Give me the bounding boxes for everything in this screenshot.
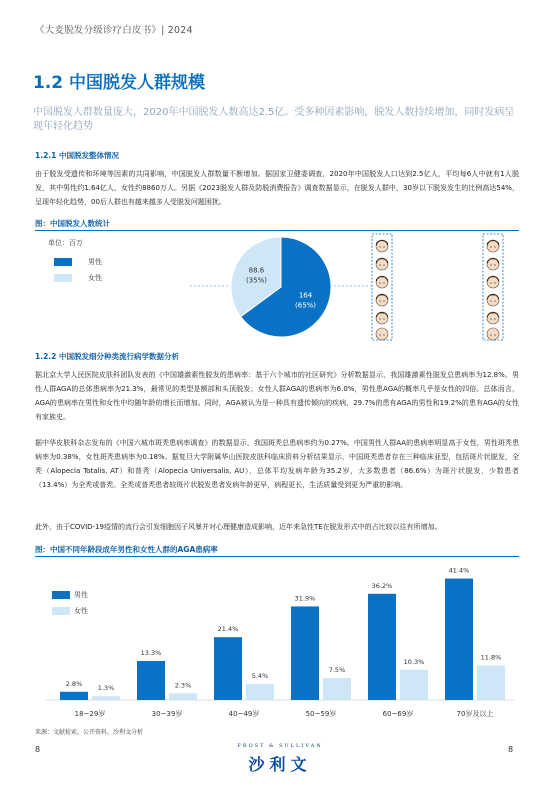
pie-value-label: 88.6 <box>248 266 265 275</box>
x-tick-label: 30~39岁 <box>151 710 183 718</box>
pie-value-label: 164 <box>298 291 313 300</box>
bar-male <box>137 661 165 700</box>
figure-1-unit: 单位：百万 <box>48 239 83 247</box>
pie-percent-label: (65%) <box>295 301 317 310</box>
section-subtitle: 中国脱发人群数量庞大，2020年中国脱发人数高达2.5亿。受多种因素影响，脱发人数持续增加，同时发病呈现年轻化趋势 <box>33 107 515 132</box>
pie-chart <box>231 237 331 337</box>
x-tick-label: 18~29岁 <box>74 710 106 718</box>
bar-female <box>477 665 505 700</box>
x-tick-label: 70岁及以上 <box>456 710 494 718</box>
head-icon <box>487 240 499 252</box>
head-icon <box>376 312 388 324</box>
bar-value-label: 11.8% <box>480 653 502 662</box>
document-title: 《大麦脱发分级诊疗白皮书》| 2024 <box>35 25 193 36</box>
head-icon <box>487 328 499 340</box>
head-icon <box>487 312 499 324</box>
bar-female <box>169 693 197 700</box>
bar-value-label: 2.8% <box>65 679 83 688</box>
head-icon <box>376 258 388 270</box>
bar-value-label: 13.3% <box>140 648 162 657</box>
bar-value-label: 5.4% <box>251 672 269 681</box>
bar-male <box>291 606 319 700</box>
bar-value-label: 31.9% <box>294 594 316 603</box>
page-number-right: 8 <box>508 745 514 754</box>
bar-male <box>60 692 88 700</box>
brand-logo: 沙利文 <box>248 755 312 774</box>
head-icon <box>376 294 388 306</box>
head-icon <box>487 294 499 306</box>
brand-wordmark: FROST & SULLIVAN <box>237 743 323 749</box>
source-note: 来源：文献检索，公开资料，沙利文分析 <box>35 729 144 736</box>
head-icon <box>376 240 388 252</box>
subsection-heading-1: 1.2.1 中国脱发整体情况 <box>35 151 119 160</box>
x-tick-label: 40~49岁 <box>228 710 260 718</box>
figure-2-heading: 图：中国不同年龄段成年男性和女性人群的AGA患病率 <box>35 545 218 554</box>
subsection-paragraph-1: 由于脱发受遗传和环境等因素的共同影响，中国脱发人群数量不断增加。据国家卫健委调查，2020年中国脱发人口达到2.5亿人，平均每6人中就有1人脱发，其中男性约1.64亿人，女性约8860万人。另据《2023脱发人群及防脱消费报告》调查数据显示，在脱发人群中，30岁以下脱发发生的比例高达54%，呈现年轻化趋势，00后人群也有越来越多人受脱发问题困扰。 <box>35 170 519 206</box>
bar-value-label: 36.2% <box>371 581 393 590</box>
bar-value-label: 41.4% <box>448 566 470 575</box>
bar-female <box>92 696 120 700</box>
bar-value-label: 2.3% <box>174 681 192 690</box>
x-tick-label: 60~69岁 <box>382 710 414 718</box>
hair-loss-icons <box>376 240 499 340</box>
x-tick-label: 50~59岁 <box>305 710 337 718</box>
legend-label-female: 女性 <box>88 274 102 282</box>
bar-female <box>323 678 351 700</box>
bar-value-label: 7.5% <box>328 666 346 674</box>
subsection-paragraph-3: 据中华皮肤科杂志发布的《中国六城市斑秃患病率调查》的数据显示，我国斑秃总患病率约为0.27%。中国男性人群AA的患病率明显高于女性，男性斑秃患病率为0.38%，女性斑秃患病率为0.18%。据复旦大学附属华山医院皮肤科临床资料分析结果显示，中国斑秃患者存在三种临床亚型，包括斑片状脱发，全秃（Alopecia Totalis, AT）和普秃（Alopecia Universalis, AU），总体平均发病年龄为35.2岁，大多数患者（86.6%）为斑片状脱发，少数患者（13.4%）为全秃或普秃。全秃或普秃患者较斑片状脱发患者发病年龄更早，病程更长，生活质量受到更为严重的影响。 <box>35 439 519 489</box>
head-icon <box>487 258 499 270</box>
subsection-paragraph-2: 据北京大学人民医院皮肤科团队发表的《中国雄激素性脱发的患病率：基于六个城市的社区研究》分析数据显示，我国雄激素性脱发总患病率为12.8%。男性人群AGA的总体患病率为21.3%，最常见的类型是额部和头顶脱发；女性人群AGA的患病率为6.0%，男性患AGA的概率几乎是女性的四倍。总体而言，AGA的患病率在男性和女性中均随年龄的增长而增加。同时，AGA被认为是一种具有遗传倾向的疾病，29.7%的患有AGA的男性和19.2%的患有AGA的女性有家族史。 <box>35 371 519 421</box>
head-icon <box>487 276 499 288</box>
section-title: 1.2 中国脱发人群规模 <box>33 73 206 93</box>
bar-value-label: 10.3% <box>403 657 425 666</box>
legend-label-female-2: 女性 <box>74 607 88 615</box>
legend-label-male: 男性 <box>88 258 102 266</box>
figure-2-rule <box>35 556 519 557</box>
head-icon <box>376 328 388 340</box>
bar-male <box>368 594 396 700</box>
bar-male <box>214 637 242 700</box>
bar-chart <box>0 560 555 720</box>
bar-female <box>246 684 274 700</box>
bar-male <box>445 579 473 700</box>
head-icon <box>376 276 388 288</box>
bar-value-label: 21.4% <box>217 625 239 634</box>
subsection-heading-2: 1.2.2 中国脱发细分种类流行病学数据分析 <box>35 352 179 361</box>
bar-female <box>400 670 428 700</box>
page-number-left: 8 <box>35 745 41 754</box>
subsection-paragraph-4: 此外，由于COVID-19疫情的流行会引发细胞因子风暴并对心理健康造成影响，近年来急性TE在脱发形式中的占比较以往有所增加。 <box>35 523 442 531</box>
pie-percent-label: (35%) <box>245 276 267 285</box>
figure-1-heading: 图：中国脱发人数统计 <box>35 219 110 228</box>
legend-label-male-2: 男性 <box>74 591 88 599</box>
bar-value-label: 1.3% <box>97 684 115 693</box>
bar-chart-marks <box>45 567 515 718</box>
